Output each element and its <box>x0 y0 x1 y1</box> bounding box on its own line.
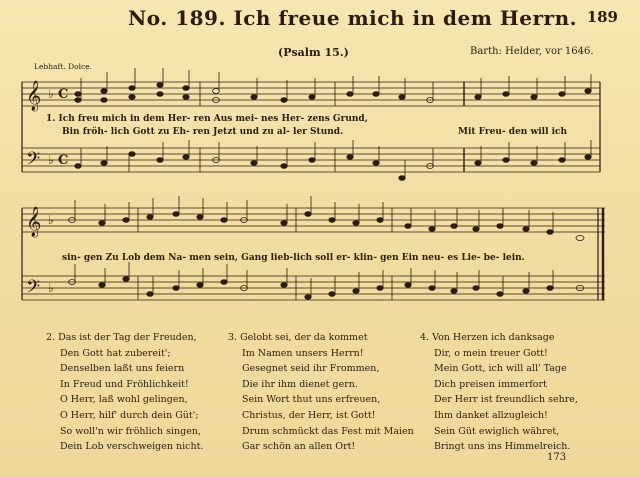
common-time-icon: C <box>58 153 69 168</box>
verse-line: 3. Gelobt sei, der da kommet <box>228 332 368 343</box>
page-number-top: 189 <box>586 8 618 26</box>
verse-line: Der Herr ist freundlich sehre, <box>434 394 578 406</box>
verse-line: Gar schön an allen Ort! <box>242 441 356 453</box>
composer-credit: Barth: Helder, vor 1646. <box>470 46 594 57</box>
verse-4 <box>420 330 578 455</box>
lyric-line-1: 1. Ich freu mich in dem Her- ren Aus mei- nes Her- zens Grund, <box>46 114 368 124</box>
treble-clef-icon: 𝄞 <box>26 81 42 111</box>
verse-line: O Herr, laß wohl gelingen, <box>60 394 188 406</box>
verse-line: Gesegnet seid ihr Frommen, <box>242 363 380 375</box>
verse-line: Im Namen unsers Herrn! <box>242 347 364 359</box>
hymn-title: No. 189. Ich freue mich in dem Herrn. <box>128 6 578 30</box>
flat-icon: ♭ <box>48 153 54 167</box>
verse-line: Sein Wort thut uns erfreuen, <box>242 394 381 406</box>
tempo-marking: Lebhaft. Dolce. <box>34 62 93 71</box>
page-number-bottom: 173 <box>547 452 567 463</box>
lyric-line-3: sin- gen Zu Lob dem Na- men sein, Gang lieb-lich soll er- klin- gen Ein neu- es Lie- be- lein. <box>62 253 525 263</box>
psalm-reference: (Psalm 15.) <box>278 46 349 59</box>
verse-line: Ihm danket allzugleich! <box>434 409 548 421</box>
verse-line: 2. Das ist der Tag der Freuden, <box>46 332 197 343</box>
flat-icon: ♭ <box>48 87 54 101</box>
verse-line: Mein Gott, ich will all' Tage <box>434 363 567 375</box>
treble-clef-icon: 𝄞 <box>26 207 42 237</box>
verse-line: In Freud und Fröhlichkeit! <box>60 378 189 390</box>
verse-3 <box>228 330 414 455</box>
flat-icon: ♭ <box>48 281 54 295</box>
bass-clef-icon: 𝄢 <box>26 149 41 174</box>
verse-line: Dich preisen immerfort <box>434 378 547 390</box>
verse-line: Die ihr ihm dienet gern. <box>242 378 358 390</box>
verse-line: Drum schmückt das Fest mit Maien <box>242 425 414 437</box>
bass-clef-icon: 𝄢 <box>26 277 41 302</box>
notes-system-2 <box>69 196 584 299</box>
flat-icon: ♭ <box>48 213 54 227</box>
verse-line: Sein Güt ewiglich währet, <box>434 425 560 437</box>
verse-line: Dir, o mein treuer Gott! <box>434 347 548 359</box>
notes-system-1 <box>75 68 591 180</box>
lyric-refrain: Mit Freu- den will ich <box>458 127 568 137</box>
verse-line: So woll'n wir fröhlich singen, <box>60 425 201 437</box>
verse-line: Denselben laßt uns feiern <box>60 363 185 375</box>
staff-treble-2 <box>22 208 605 232</box>
verse-line: Bringt uns ins Himmelreich. <box>434 441 571 453</box>
verse-line: Den Gott hat zubereit'; <box>60 347 171 359</box>
staff-bass-2 <box>22 276 605 300</box>
verse-line: O Herr, hilf' durch dein Güt'; <box>60 409 199 421</box>
common-time-icon: C <box>58 87 69 102</box>
verse-line: 4. Von Herzen ich danksage <box>420 332 555 343</box>
verse-2 <box>46 330 203 455</box>
staff-treble-1 <box>22 82 600 106</box>
verse-line: Dein Lob verschweigen nicht. <box>60 441 204 453</box>
lyric-line-2: Bin fröh- lich Gott zu Eh- ren Jetzt und zu al- ler Stund. <box>62 127 344 137</box>
verse-line: Christus, der Herr, ist Gott! <box>242 409 376 421</box>
